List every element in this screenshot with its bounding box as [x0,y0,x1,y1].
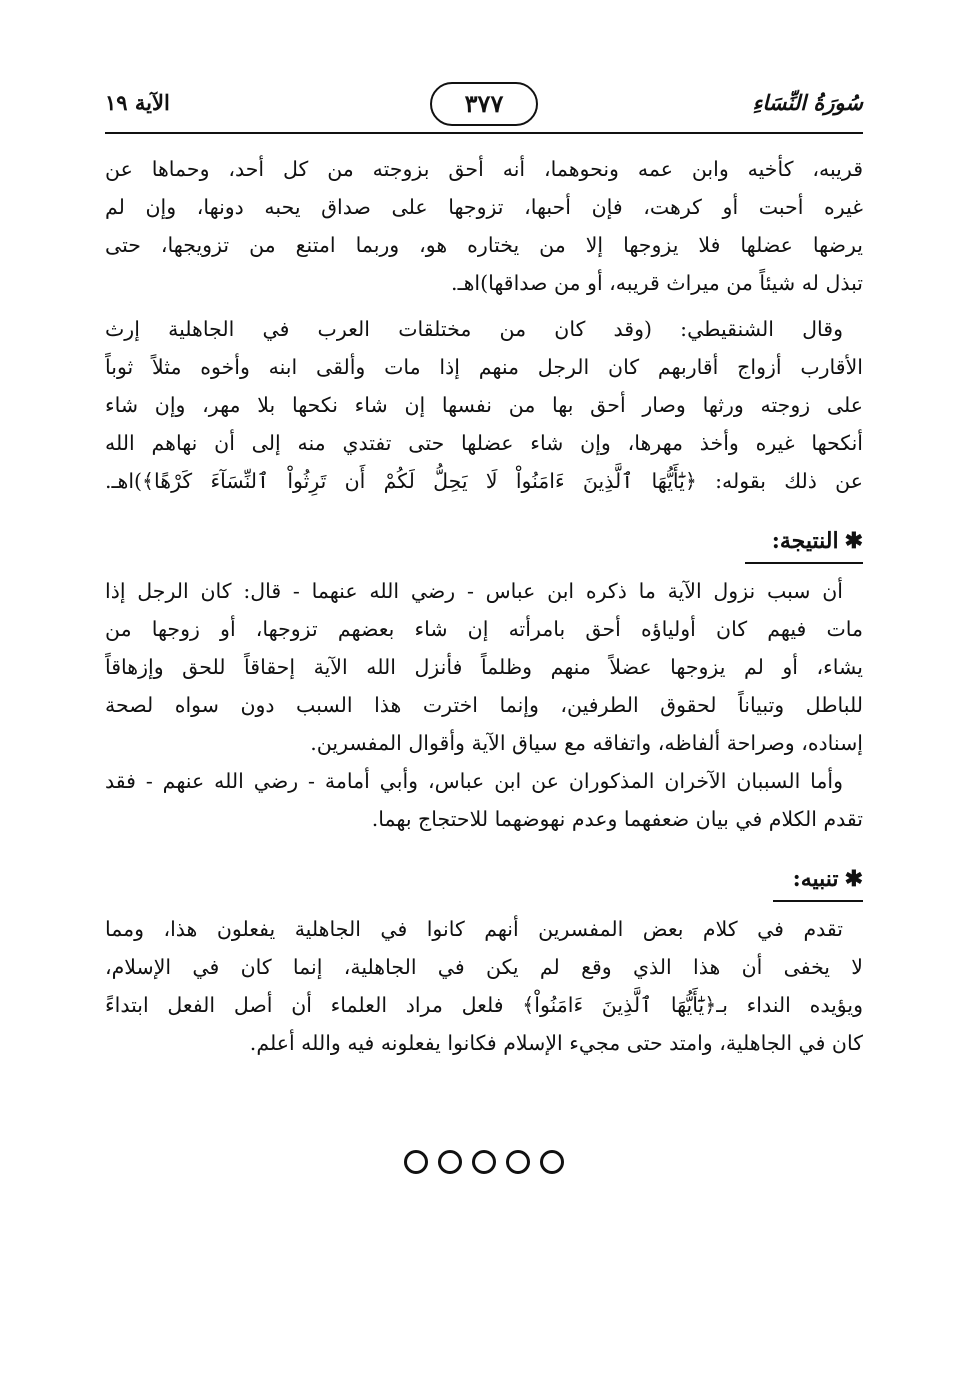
circle-ornament-icon [506,1150,530,1174]
heading-underline [745,562,863,564]
heading-underline [773,900,863,902]
surah-name: سُورَةُ النِّسَاءِ [752,90,863,115]
paragraph-2 [105,310,863,500]
text-line: لا يخفى أن هذا الذي وقع لم يكن في الجاهلية، إنما كان في الإسلام، [105,955,863,979]
text-line: للباطل وتبياناً لحقوق الطرفين، وإنما اخترت هذا السبب دون سواه لصحة [105,693,863,717]
text-line: تقدم في كلام بعض المفسرين أنهم كانوا في الجاهلية يفعلون هذا، ومما [105,917,843,941]
page-number: ٣٧٧ [430,82,538,126]
text-line: الأقارب أزواج أقاربهم كان الرجل منهم إذا مات وألقى ابنه وأخوه مثلاً ثوباً [105,355,863,379]
ayah-label: الآية ١٩ [105,90,170,115]
heading-result-text: النتيجة: [771,528,839,554]
text-line: على زوجته ورثها وصار أحق بها من نفسها إن شاء نكحها بلا مهر، وإن شاء [105,393,863,417]
star-icon: ✱ [844,528,863,554]
text-line: غيره أحبت أو كرهت، فإن أحبها، تزوجها على صداق يحبه دونها، وإن لم [105,195,863,219]
text-line: تقدم الكلام في بيان ضعفهما وعدم نهوضهما للاحتجاج بهما. [371,807,863,831]
paragraph-5 [105,910,863,1062]
page-body [105,150,863,1062]
text-line: أنكحها غيره وأخذ مهرها، وإن شاء عضلها حتى تفتدي منه إلى أن نهاهم الله [105,431,863,455]
heading-note-text: تنبيه: [792,866,839,892]
paragraph-4 [105,762,863,838]
text-line: قريبه، كأخيه وابن عمه ونحوهما، أنه أحق بزوجته من كل أحد، وحماها عن [105,157,863,181]
text-line: تبذل له شيئاً من ميراث قريبه، أو من صداقها)اهـ. [451,271,863,295]
end-ornament [0,1150,968,1178]
text-line: يشاء، أو لم يزوجها عضلاً منهم وظلماً فأنزل الله الآية إحقاقاً للحق وإزهاقاً [105,655,863,679]
text-line: يرضها عضلها فلا يزوجها إلا من يختاره هو، وربما امتنع من تزويجها، حتى [105,233,863,257]
text-line: مات فيهم كان أولياؤه أحق بامرأته إن شاء بعضهم تزوجها، أو زوجها من [105,617,863,641]
heading-result [105,522,863,560]
heading-note [105,860,863,898]
text-line: كان في الجاهلية، وامتد حتى مجيء الإسلام فكانوا يفعلونه فيه والله أعلم. [249,1031,863,1055]
text-line: ويؤيده النداء بـ﴿يَٰٓأَيُّهَا ٱلَّذِينَ ءَامَنُواْ﴾ فلعل مراد العلماء أن أصل الفعل ابتداءً [105,993,863,1017]
text-line: وأما السببان الآخران المذكوران عن ابن عباس، وأبي أمامة - رضي الله عنهم - فقد [105,769,843,793]
circle-ornament-icon [404,1150,428,1174]
paragraph-3 [105,572,863,762]
text-line: وقال الشنقيطي: (وقد كان من مختلقات العرب في الجاهلية إرث [105,317,843,341]
paragraph-1 [105,150,863,302]
text-line: إسناده، وصراحة ألفاظه، واتفاقه مع سياق الآية وأقوال المفسرين. [310,731,863,755]
circle-ornament-icon [438,1150,462,1174]
circle-ornament-icon [540,1150,564,1174]
star-icon: ✱ [844,866,863,892]
circle-ornament-icon [472,1150,496,1174]
text-line: عن ذلك بقوله: ﴿يَٰٓأَيُّهَا ٱلَّذِينَ ءَامَنُواْ لَا يَحِلُّ لَكُمْ أَن تَرِثُواْ ٱلنِّسَآءَ كَرْهًا﴾)اهـ. [105,469,863,493]
text-line: أن سبب نزول الآية ما ذكره ابن عباس - رضي الله عنهما - قال: كان الرجل إذا [105,579,843,603]
page-header [105,82,863,134]
